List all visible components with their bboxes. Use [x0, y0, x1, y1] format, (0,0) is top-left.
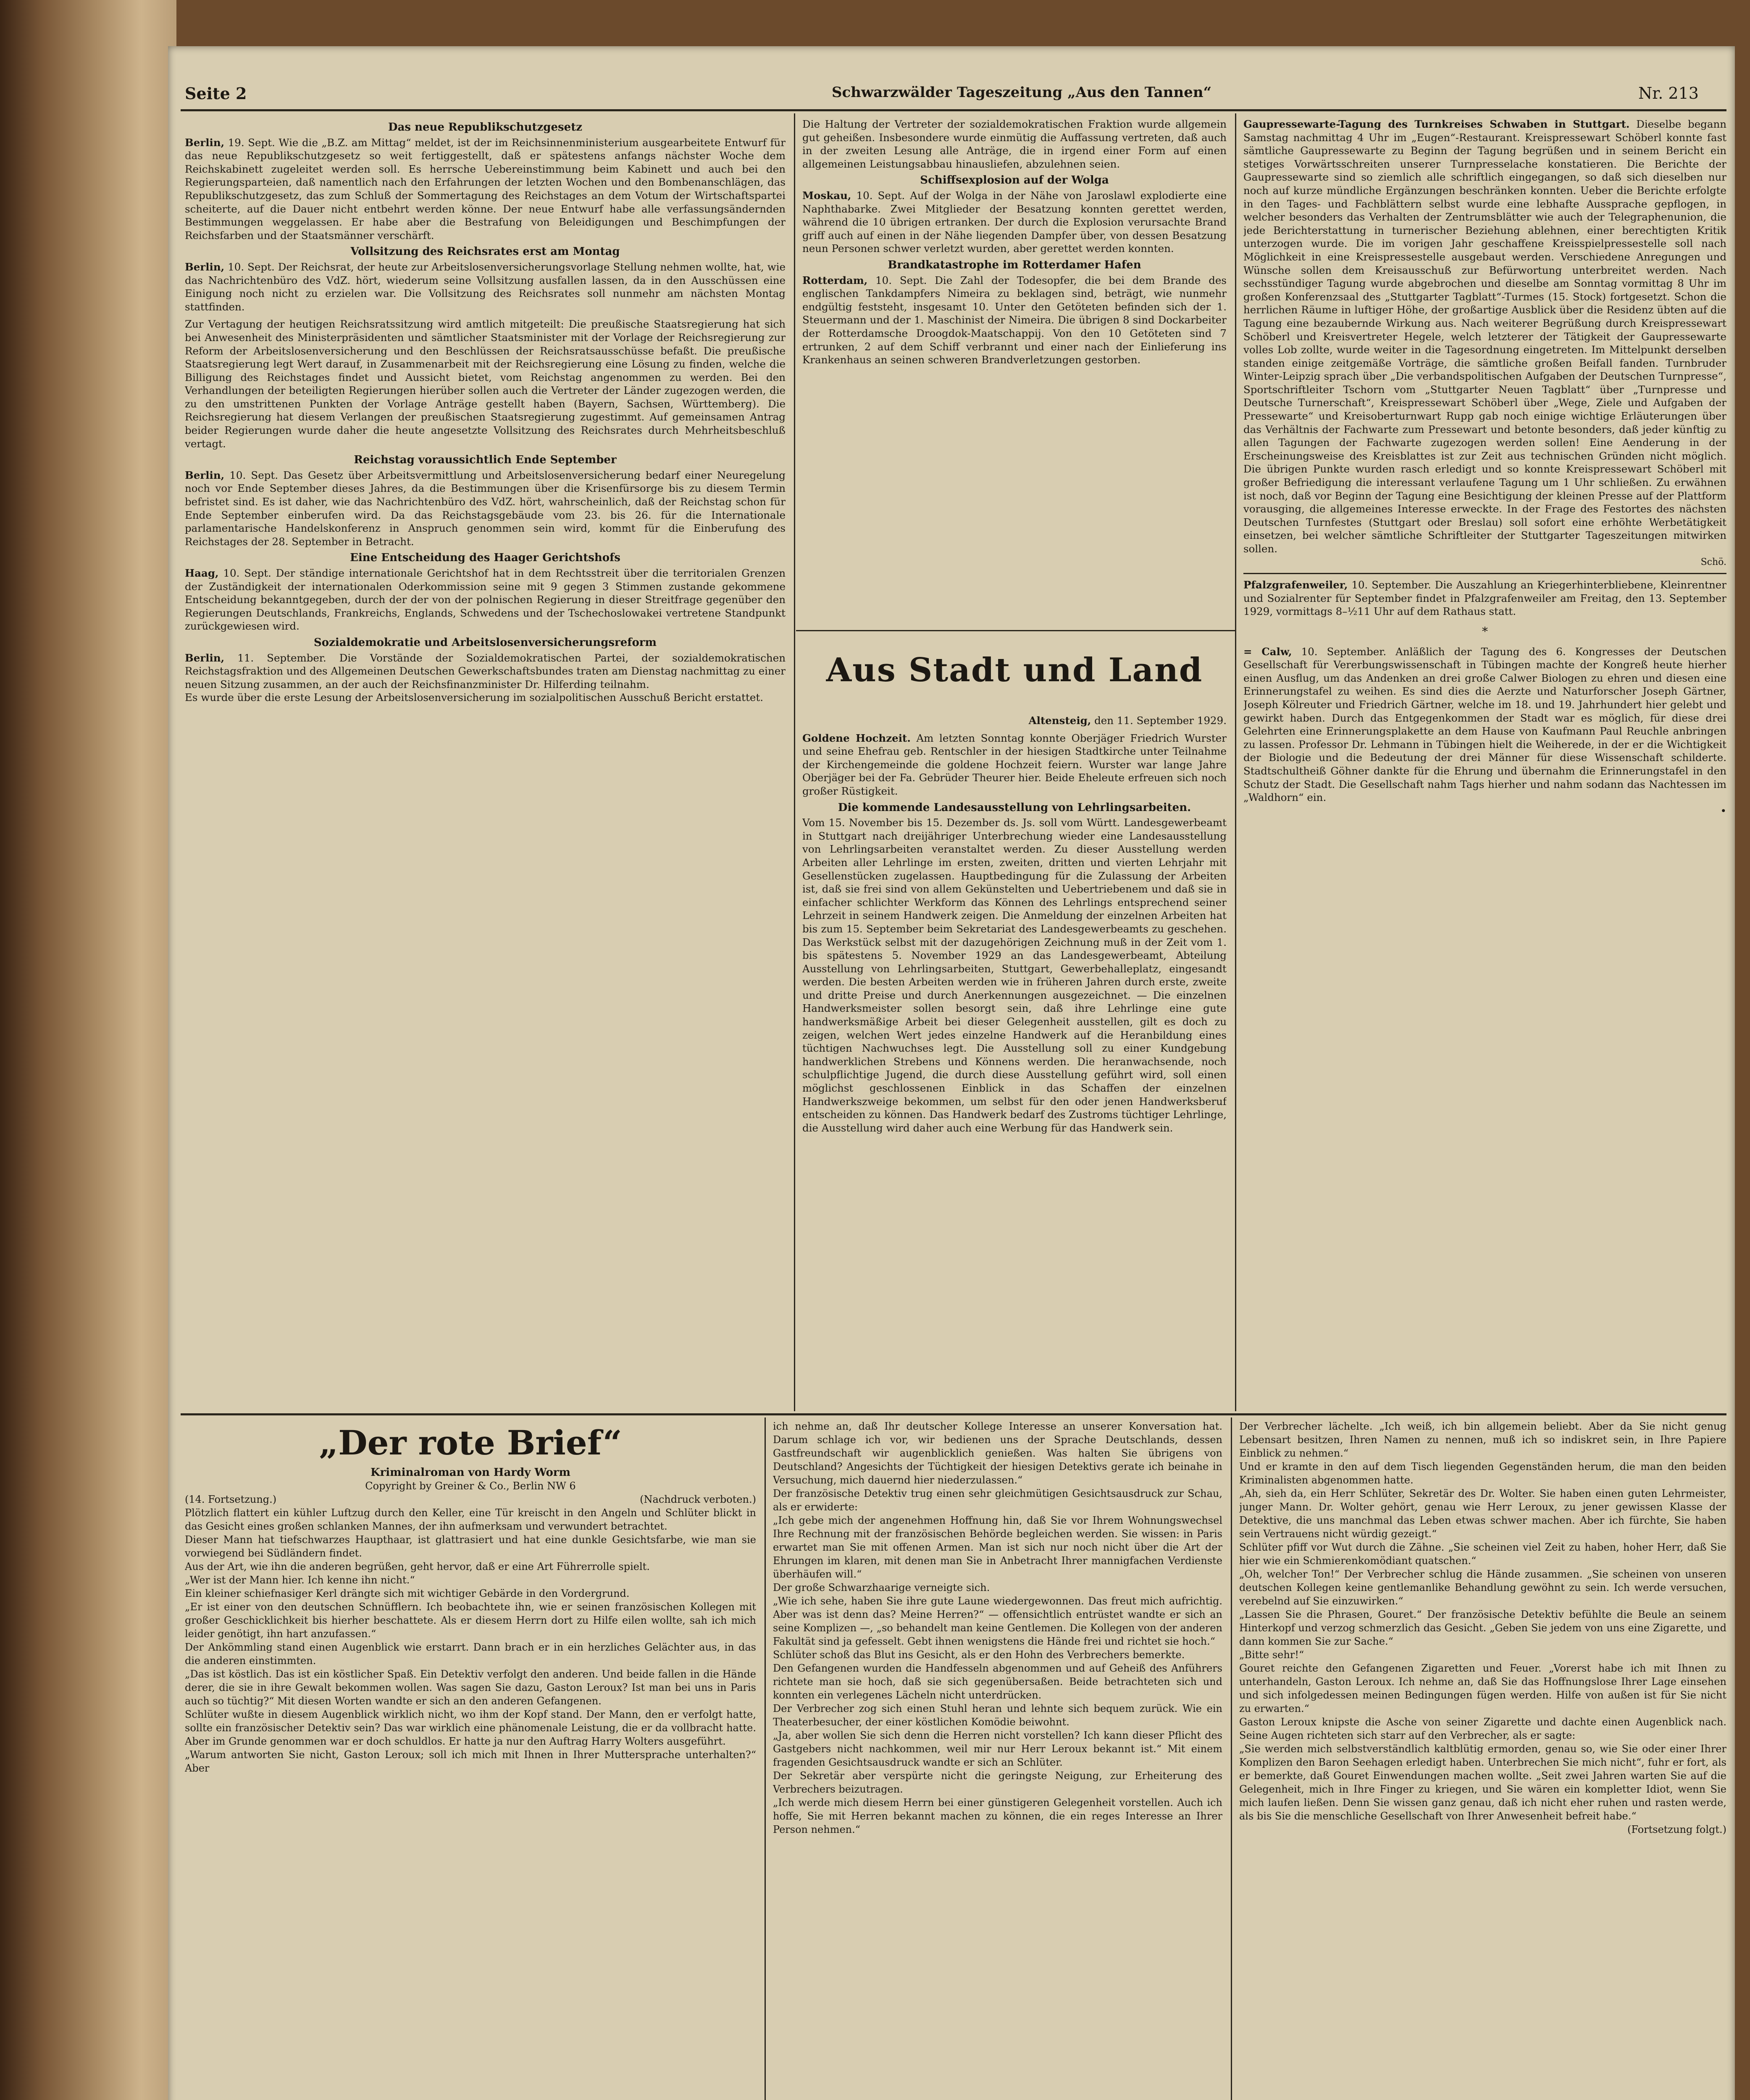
- serial-installment: (14. Fortsetzung.): [185, 1494, 277, 1505]
- headline-sozialdemokratie: Sozialdemokratie und Arbeitslosenversicherungsreform: [314, 636, 657, 649]
- column-3: [1243, 118, 1726, 1407]
- serial-meta-row: [185, 1493, 756, 1506]
- serial-paragraph: „Ja, aber wollen Sie sich denn die Herren nicht vorstellen? Ich kann dieser Pflicht des Gastgebers nicht nachkommen, weil mir nur Herr Leroux bekannt ist.“ Mit einem fragenden Gesichtsausdruck wandte er sich an Schlüter.: [773, 1730, 1222, 1768]
- headline-reichsrat: Vollsitzung des Reichsrates erst am Montag: [350, 245, 620, 258]
- column-1: [185, 118, 786, 1407]
- column-rule-1: [794, 113, 795, 1411]
- headline-reichstag: Reichstag voraussichtlich Ende September: [354, 454, 617, 467]
- page-label: Seite 2: [185, 84, 247, 103]
- separator-asterisk: *: [1482, 624, 1488, 638]
- article-text: Dieselbe begann Samstag nachmittag 4 Uhr im „Eugen“-Restaurant. Kreispressewart Schöberl konnte fast sämtliche Gaupressewarte zu Beginn der Tagung begrüßen und in seinem Bericht ein stetiges Vorwärtsschreiten unserer Turnpresselache konstatieren. Die Berichte der Gaupressewarte sind so ziemlich alle schriftlich eingegangen, so daß sich dieselben nur noch auf kurze mündliche Ergänzungen beschränken konnten. Ueber die Berichte erfolgte in den Tages- und Fachblättern selbst wurde eine lebhafte Aussprache gepflogen, in welcher besonders das Verhalten der Zentrumsblätter wie auch der Telegraphenunion, die jede Berichterstattung in turnerischer Beziehung ablehnen, einer berechtigten Kritik unterzogen wurde. Die im vorigen Jahr geschaffene Kreisspielpressestelle soll nach Möglichkeit in eine Kreispressestelle ausgebaut werden. Verschiedene Anregungen und Wünsche sollen dem Kreisausschuß zur Befürwortung unterbreitet werden. Nach sechsstündiger Tagung wurde abgebrochen und dieselbe am Sonntag vormittag 8 Uhr im großen Konferenzsaal des „Stuttgarter Tagblatt“-Turmes (15. Stock) fortgesetzt. Schon die herrlichen Räume in luftiger Höhe, der großartige Ausblick über die Residenz übten auf die Tagung eine bezaubernde Wirkung aus. Nach weiterer Begrüßung durch Kreispressewart Schöberl und Kreisvertreter Hegele, welch letzterer der Tätigkeit der Gaupressewarte volles Lob zollte, wurde weiter in die Tagesordnung eingetreten. Im Mittelpunkt derselben standen einige zeitgemäße Vorträge, die sämtliche großen Beifall fanden. Turnbruder Winter-Leipzig sprach über „Die verbandspolitischen Aufgaben der Deutschen Turnpresse“, Sportschriftleiter Tschorn vom „Stuttgarter Neuen Tagblatt“ über „Turnpresse und Deutsche Turnerschaft“, Kreispressewart Schöberl über „Wege, Ziele und Aufgaben der Pressewarte“ und Kreisoberturnwart Rupp gab noch einige wichtige Erläuterungen über das Verhältnis der Fachwarte zum Pressewart und betonte besonders, daß jeder künftig zu allen Tagungen der Fachwarte zugezogen werden sollen! Eine Aenderung in der Erscheinungsweise des Kreisblattes ist zur Zeit aus technischen Gründen nicht möglich. Die übrigen Punkte wurden rasch erledigt und so konnte Kreispressewart Schöberl mit großer Befriedigung die interessant verlaufene Tagung um 1 Uhr schließen. Zu erwähnen ist noch, daß vor Beginn der Tagung eine Besichtigung der kleinen Presse auf der Plattform vorausging, die allgemeines Interesse erweckte. In der Frage des Festortes des nächsten Deutschen Turnfestes (Stuttgart oder Breslau) soll sofort eine erhöhte Werbetätigkeit einsetzen, bei welcher sämtliche Schriftleiter der Stuttgarter Tageszeitungen mitwirken sollen.: [1243, 118, 1726, 555]
- issue-number: Nr. 213: [1638, 84, 1699, 102]
- serial-column-rule-1: [765, 1418, 766, 2100]
- dateline-berlin: Berlin,: [185, 469, 225, 481]
- serial-paragraph: „Ich gebe mich der angenehmen Hoffnung hin, daß Sie vor Ihrem Wohnungswechsel Ihre Rechnung mit der französischen Behörde begleichen werden. Sie wissen: in Paris erwartet man Sie mit offenen Armen. Man ist sich nur noch nicht über die Art der Ehrungen im klaren, mit denen man Sie in Anbetracht Ihrer mannigfachen Verdienste überhäufen will.“: [773, 1515, 1222, 1580]
- headline-goldene-hochzeit: Goldene Hochzeit.: [802, 732, 911, 744]
- serial-paragraph: „Warum antworten Sie nicht, Gaston Leroux; soll ich mich mit Ihnen in Ihrer Muttersprache unterhalten?“ Aber: [185, 1749, 756, 1774]
- author-signature: Schö.: [1700, 556, 1726, 567]
- serial-continued-note: (Fortsetzung folgt.): [1627, 1824, 1726, 1835]
- serial-paragraph: Der Verbrecher lächelte. „Ich weiß, ich bin allgemein beliebt. Aber da Sie nicht genug Lebensart besitzen, Ihren Namen zu nennen, muß ich so indiskret sein, in Ihre Papiere Einblick zu nehmen.“: [1239, 1420, 1726, 1459]
- article-text: 10. September. Anläßlich der Tagung des 6. Kongresses der Deutschen Gesellschaft für Vererbungswissenschaft in Tübingen machte der Kongreß heute hierher einen Ausflug, um das Andenken an drei große Calwer Biologen zu ehren und diesen eine Erinnerungstafel zu weihen. Es sind dies die Aerzte und Naturforscher Joseph Gärtner, Joseph Kölreuter und Friedrich Gärtner, welche im 18. und 19. Jahrhundert hier gelebt und gewirkt haben. Durch das Entgegenkommen der Stadt war es möglich, für diese drei Gelehrten eine Erinnerungsplakette an dem Hause von Kaufmann Paul Reuchle anbringen zu lassen. Professor Dr. Lehmann in Tübingen hielt die Weiherede, in der er die Wichtigkeit der Biologie und die Bedeutung der drei Männer für diese Wissenschaft schilderte. Stadtschultheiß Göhner dankte für die Ehrung und übernahm die Erinnerungstafel in den Schutz der Stadt. Die Gesellschaft nahm Tags hierher und nahm sodann das Nachtessen im „Waldhorn“ ein.: [1243, 645, 1726, 804]
- dateline-berlin: Berlin,: [185, 136, 225, 149]
- article-text: 10. Sept. Der ständige internationale Gerichtshof hat in dem Rechtsstreit über die territorialen Grenzen der Zuständigkeit der internationalen Oderkommission seine mit 9 gegen 3 Stimmen zustande gekommene Entscheidung bekanntgegeben, durch der der von der polnischen Regierung in dieser Streitfrage gegenüber den Regierungen Deutschlands, Frankreichs, Englands, Schwedens und der Tschechoslowakei vertretene Standpunkt zurückgewiesen wird.: [185, 567, 786, 633]
- serial-paragraph: „Wer ist der Mann hier. Ich kenne ihn nicht.“: [185, 1574, 415, 1586]
- dateline-haag: Haag,: [185, 567, 219, 579]
- dateline-calw: = Calw,: [1243, 645, 1292, 658]
- serial-paragraph: Schlüter schoß das Blut ins Gesicht, als er den Hohn des Verbrechers bemerkte.: [773, 1649, 1185, 1661]
- section-title: Aus Stadt und Land: [826, 651, 1203, 689]
- serial-paragraph: „Bitte sehr!“: [1239, 1649, 1304, 1661]
- article-text: 19. Sept. Wie die „B.Z. am Mittag“ meldet, ist der im Reichsinnenministerium ausgearbeitete Entwurf für das neue Republikschutzgesetz so weit fertiggestellt, daß er spätestens anfangs nächster Woche dem Reichskabinett zugeleitet werden soll. Es herrsche Uebereinstimmung beim Kabinett und auch bei den Regierungsparteien, daß namentlich nach den Erfahrungen der letzten Wochen und den Bombenanschlägen, das Republikschutzgesetz, das zum Schluß der Sommertagung des Reichstages an dem Votum der Wirtschaftspartei scheiterte, auf die Dauer nicht entbehrt werden könne. Der neue Entwurf habe alle verfassungsändernden Bestimmungen weggelassen. Er habe aber die Bestrafung von Beleidigungen und Beschimpfungen der Reichsfarben und der Staatsmänner verschärft.: [185, 136, 786, 242]
- serial-paragraph: „Ah, sieh da, ein Herr Schlüter, Sekretär des Dr. Wolter. Sie haben einen guten Lehrmeister, junger Mann. Dr. Wolter gehört, genau wie Herr Leroux, zu jener gewissen Klasse der Detektive, die uns manchmal das Leben etwas schwer machen. Aber ich fürchte, Sie haben sein Vertrauens nicht würdig gezeigt.“: [1239, 1488, 1726, 1540]
- serial-column-1: [185, 1420, 756, 2100]
- serial-paragraph: Aus der Art, wie ihn die anderen begrüßen, geht hervor, daß er eine Art Führerrolle spielt.: [185, 1561, 650, 1572]
- dateline-berlin: Berlin,: [185, 651, 225, 664]
- serial-reprint-note: (Nachdruck verboten.): [640, 1494, 756, 1505]
- serial-paragraph: Der Sekretär aber verspürte nicht die geringste Neigung, zur Erheiterung des Verbrechers beizutragen.: [773, 1770, 1222, 1795]
- serial-paragraph: Der Verbrecher zog sich einen Stuhl heran und lehnte sich bequem zurück. Wie ein Theaterbesucher, der einer köstlichen Komödie beiwohnt.: [773, 1703, 1222, 1728]
- headline-haager-gerichtshof: Eine Entscheidung des Haager Gerichtshofs: [350, 551, 620, 564]
- article-text: Es wurde über die erste Lesung der Arbeitslosenversicherung im sozialpolitischen Ausschuß Bericht erstattet.: [185, 691, 763, 704]
- article-rule: [1243, 573, 1726, 574]
- serial-paragraph: ich nehme an, daß Ihr deutscher Kollege Interesse an unserer Konversation hat. Darum schlage ich vor, wir bedienen uns der Sprache Deutschlands, dessen Gastfreundschaft wir augenblicklich genießen. Was halten Sie übrigens von Deutschland? Angesichts der Tüchtigkeit der hiesigen Detektivs gerate ich beinahe in Versuchung, mich dauernd hier niederzulassen.“: [773, 1420, 1222, 1486]
- column-2-local: [802, 714, 1227, 1407]
- serial-copyright: Copyright by Greiner & Co., Berlin NW 6: [365, 1480, 576, 1492]
- serial-paragraph: „Oh, welcher Ton!“ Der Verbrecher schlug die Hände zusammen. „Sie scheinen von unseren deutschen Kollegen keine gentlemanlike Behandlung gewöhnt zu sein. Ich werde versuchen, verebelnd auf Sie einzuwirken.“: [1239, 1568, 1726, 1607]
- serial-column-3: [1239, 1420, 1726, 2100]
- dateline-altensteig: Altensteig,: [1028, 714, 1091, 727]
- dateline-rotterdam: Rotterdam,: [802, 274, 868, 286]
- book-spine: [0, 0, 176, 2100]
- article-text: 10. September. Die Auszahlung an Kriegerhinterbliebene, Kleinrentner und Sozialrenter für September findet in Pfalzgrafenweiler am Freitag, den 13. September 1929, vormittags 8–½11 Uhr auf dem Rathaus statt.: [1243, 579, 1726, 618]
- serial-rule: [181, 1413, 1726, 1415]
- article-text: Die Haltung der Vertreter der sozialdemokratischen Fraktion wurde allgemein gut geheißen. Insbesondere wurde einmütig die Auffassung vertreten, daß auch in der zweiten Lesung alle Anträge, die in irgend einer Form auf einen allgemeinen Leistungsabbau hinausliefen, abzulehnen seien.: [802, 118, 1227, 170]
- serial-paragraph: „Ich werde mich diesem Herrn bei einer günstigeren Gelegenheit vorstellen. Auch ich hoffe, Sie mit Herren bekannt machen zu können, die ein reges Interesse an Ihrer Person nehmen.“: [773, 1797, 1222, 1835]
- serial-paragraph: Den Gefangenen wurden die Handfesseln abgenommen und auf Geheiß des Anführers richtete man sie hoch, daß sie sich gegenübersaßen. Beide betrachteten sich und konnten ein verlegenes Lächeln nicht unterdrücken.: [773, 1662, 1222, 1701]
- section-rule: [796, 630, 1235, 631]
- article-text: Zur Vertagung der heutigen Reichsratssitzung wird amtlich mitgeteilt: Die preußische Staatsregierung hat sich bei Anwesenheit des Ministerpräsidenten und sämtlicher Staatsminister mit der Vorlage der Reichsregierung zur Reform der Arbeitslosenversicherung und den Beschlüssen der Reichsratsausschüsse befaßt. Die preußische Staatsregierung legt Wert darauf, in Zusammenarbeit mit der Reichsregierung eine Lösung zu finden, welche die Billigung des Reichstages findet und Aussicht bietet, vom Reichstag angenommen zu werden. Bei den Verhandlungen der beteiligten Regierungen hierüber sollen auch die Vertreter der Länder zugezogen werden, die zu den umstrittenen Punkten der Vorlage Anträge gestellt haben (Bayern, Sachsen, Württemberg). Die Reichsregierung hat diesem Verlangen der preußischen Staatsregierung zugestimmt. Auf gemeinsamen Antrag beider Regierungen wurde daher die heute angesetzte Vollsitzung des Reichsrates durch Mehrheitsbeschluß vertagt.: [185, 318, 786, 450]
- serial-column-rule-2: [1231, 1418, 1232, 2100]
- serial-title: „Der rote Brief“: [319, 1423, 622, 1462]
- article-text: 11. September. Die Vorstände der Sozialdemokratischen Partei, der sozialdemokratischen Reichstagsfraktion und des Allgemeinen Deutschen Gewerkschaftsbundes traten am Dienstag nachmittag zu einer neuen Sitzung zusammen, an der auch der Reichsfinanzminister Dr. Hilferding teilnahm.: [185, 651, 786, 690]
- serial-paragraph: Gaston Leroux knipste die Asche von seiner Zigarette und dachte einen Augenblick nach. Seine Augen richteten sich starr auf den Verbrecher, als er sagte:: [1239, 1716, 1726, 1741]
- article-text: 10. Sept. Auf der Wolga in der Nähe von Jaroslawl explodierte eine Naphthabarke. Zwei Mitglieder der Besatzung konnten gerettet werden, während die 10 übrigen ertranken. Der durch die Explosion verursachte Brand griff auch auf einen in der Nähe liegenden Dampfer über, von dessen Besatzung neun Personen schwer verletzt wurden, aber gerettet werden konnten.: [802, 189, 1227, 255]
- dateline-pfalzgrafenweiler: Pfalzgrafenweiler,: [1243, 579, 1348, 591]
- article-text: Am letzten Sonntag konnte Oberjäger Friedrich Wurster und seine Ehefrau geb. Rentschler in der hiesigen Stadtkirche unter Teilnahme der Kirchengemeinde die goldene Hochzeit feiern. Wurster war lange Jahre Oberjäger bei der Fa. Gebrüder Theurer hier. Beide Eheleute erfreuen sich noch großer Rüstigkeit.: [802, 732, 1227, 797]
- serial-paragraph: Der große Schwarzhaarige verneigte sich.: [773, 1582, 990, 1593]
- serial-paragraph: Schlüter wußte in diesem Augenblick wirklich nicht, wo ihm der Kopf stand. Der Mann, den er verfolgt hatte, sollte ein französischer Detektiv sein? Das war wirklich eine phänomenale Leistung, die er da vollbracht hatte. Aber im Grunde genommen war er doch schuldlos. Er hatte ja nur den Auftrag Harry Wolters ausgeführt.: [185, 1709, 756, 1747]
- dateline-date: den 11. September 1929.: [1094, 714, 1227, 727]
- newspaper-page: [168, 46, 1735, 2100]
- serial-paragraph: Ein kleiner schiefnasiger Kerl drängte sich mit wichtiger Gebärde in den Vordergrund.: [185, 1588, 630, 1599]
- article-text: 10. Sept. Das Gesetz über Arbeitsvermittlung und Arbeitslosenversicherung bedarf einer Neuregelung noch vor Ende September dieses Jahres, da die Bestimmungen über die Krisenfürsorge bis zu diesem Termin befristet sind. Es ist daher, wie das Nachrichtenbüro des VdZ. hört, wahrscheinlich, daß der Reichstag schon für Ende September einberufen wird. Da das Reichstagsgebäude vom 23. bis 26. für die Internationale parlamentarische Handelskonferenz in Anspruch genommen sein wird, kommt für die Einberufung des Reichstages der 28. September in Betracht.: [185, 469, 786, 548]
- serial-paragraph: Schlüter pfiff vor Wut durch die Zähne. „Sie scheinen viel Zeit zu haben, hoher Herr, daß Sie hier wie ein Schmierenkomödiant quatschen.“: [1239, 1541, 1726, 1567]
- serial-paragraph: Und er kramte in den auf dem Tisch liegenden Gegenständen herum, die man den beiden Kriminalisten abgenommen hatte.: [1239, 1461, 1726, 1486]
- article-text: Vom 15. November bis 15. Dezember ds. Js. soll vom Württ. Landesgewerbeamt in Stuttgart nach dreijähriger Unterbrechung wieder eine Landesausstellung von Lehrlingsarbeiten veranstaltet werden. Zu dieser Ausstellung werden Arbeiten aller Lehrlinge im ersten, zweiten, dritten und vierten Lehrjahr mit Gesellenstücken zugelassen. Hauptbedingung für die Zulassung der Arbeiten ist, daß sie frei sind von allem Gekünstelten und Uebertriebenem und daß sie in einfacher schlichter Werkform das Können des Lehrlings entsprechend seiner Lehrzeit in seinem Handwerk zeigen. Die Anmeldung der einzelnen Arbeiten hat bis zum 15. September beim Sekretariat des Landesgewerbeamts zu geschehen. Das Werkstück selbst mit der dazugehörigen Zeichnung muß in der Zeit vom 1. bis spätestens 5. November 1929 an das Landesgewerbeamt, Abteilung Ausstellung von Lehrlingsarbeiten, Stuttgart, Gewerbehalleplatz, eingesandt werden. Die besten Arbeiten werden wie in früheren Jahren durch erste, zweite und dritte Preise und durch Anerkennungen ausgezeichnet. — Die einzelnen Handwerksmeister sollen besorgt sein, daß ihre Lehrlinge eine gute handwerksmäßige Arbeit bei dieser Gelegenheit ausstellen, gilt es doch zu zeigen, welchen Wert jedes einzelne Handwerk auf die Heranbildung eines tüchtigen Nachwuchses legt. Die Ausstellung soll zu einer Kundgebung handwerklichen Strebens und Könnens werden. Die heranwachsende, noch schulpflichtige Jugend, die durch diese Ausstellung geführt wird, soll einen möglichst geschlossenen Einblick in das Schaffen der einzelnen Handwerkszweige bekommen, um selbst für den oder jenen Handwerksberuf entscheiden zu können. Das Handwerk bedarf des Zustroms tüchtiger Lehrlinge, die Ausstellung wird daher auch eine Werbung für das Handwerk sein.: [802, 816, 1227, 1134]
- serial-paragraph: „Er ist einer von den deutschen Schnüfflern. Ich beobachtete ihn, wie er seinen französischen Kollegen mit großer Geschicklichkeit bis hierher beschattete. Als er diesem Herrn dort zu Hilfe eilen wollte, sah ich mich leider genötigt, ihn hart anzufassen.“: [185, 1601, 756, 1640]
- serial-paragraph: Der Ankömmling stand einen Augenblick wie erstarrt. Dann brach er in ein herzliches Gelächter aus, in das die anderen einstimmten.: [185, 1641, 756, 1667]
- headline-landesausstellung: Die kommende Landesausstellung von Lehrlingsarbeiten.: [838, 801, 1191, 814]
- serial-column-2: [773, 1420, 1222, 2100]
- serial-paragraph: „Lassen Sie die Phrasen, Gouret.“ Der französische Detektiv befühlte die Beule an seinem Hinterkopf und verzog schmerzlich das Gesicht. „Geben Sie jedem von uns eine Zigarette, und dann kommen Sie zur Sache.“: [1239, 1609, 1726, 1647]
- column-rule-2: [1235, 113, 1236, 1411]
- serial-paragraph: Plötzlich flattert ein kühler Luftzug durch den Keller, eine Tür kreischt in den Angeln und Schlüter blickt in das Gesicht eines großen schlanken Mannes, der ihn aufmerksam und verwundert betrachtet.: [185, 1507, 756, 1532]
- serial-paragraph: „Wie ich sehe, haben Sie ihre gute Laune wiedergewonnen. Das freut mich aufrichtig. Aber was ist denn das? Meine Herren?“ — offensichtlich entrüstet wandte er sich an seine Komplizen —, „so behandelt man keine Gentlemen. Die Kollegen von der anderen Fakultät sind ja gefesselt. Gebt ihnen wenigstens die Hände frei und richtet sie hoch.“: [773, 1595, 1222, 1647]
- end-mark: •: [1720, 804, 1726, 817]
- serial-paragraph: Der französische Detektiv trug einen sehr gleichmütigen Gesichtsausdruck zur Schau, als er erwiderte:: [773, 1488, 1222, 1513]
- headline-wolga: Schiffsexplosion auf der Wolga: [920, 174, 1109, 187]
- serial-paragraph: „Das ist köstlich. Das ist ein köstlicher Spaß. Ein Detektiv verfolgt den anderen. Und beide fallen in die Hände derer, die sie in ihre Gewalt bekommen wollen. Was sagen Sie dazu, Gaston Leroux? Ist man bei uns in Paris auch so tüchtig?“ Mit diesen Worten wandte er sich an den anderen Gefangenen.: [185, 1668, 756, 1707]
- headline-rotterdam: Brandkatastrophe im Rotterdamer Hafen: [888, 258, 1141, 271]
- dateline-berlin: Berlin,: [185, 260, 225, 273]
- newspaper-name: Schwarzwälder Tageszeitung „Aus den Tannen“: [832, 84, 1212, 101]
- header-rule: [181, 109, 1726, 111]
- serial-subtitle: Kriminalroman von Hardy Worm: [370, 1466, 571, 1479]
- headline-republikschutz: Das neue Republikschutzgesetz: [388, 121, 582, 134]
- article-text: 10. Sept. Der Reichsrat, der heute zur Arbeitslosenversicherungsvorlage Stellung nehmen wollte, hat, wie das Nachrichtenbüro des VdZ. hört, wiederum seine Vollsitzung ausfallen lassen, da in den Ausschüssen eine Einigung noch nicht zu erzielen war. Die Vollsitzung des Reichsrates soll nunmehr am nächsten Montag stattfinden.: [185, 260, 786, 313]
- dateline-moskau: Moskau,: [802, 189, 851, 202]
- serial-paragraph: Dieser Mann hat tiefschwarzes Haupthaar, ist glattrasiert und hat eine dunkle Gesichtsfarbe, wie man sie vorwiegend bei Südländern findet.: [185, 1534, 756, 1559]
- headline-gaupressewarte: Gaupressewarte-Tagung des Turnkreises Schwaben in Stuttgart.: [1243, 118, 1630, 130]
- serial-paragraph: Gouret reichte den Gefangenen Zigaretten und Feuer. „Vorerst habe ich mit Ihnen zu unterhandeln, Gaston Leroux. Ich nehme an, daß Sie das Hoffnungslose Ihrer Lage einsehen und sich infolgedessen meinen Bedingungen fügen werden. Hilfe von außen ist für Sie nicht zu erwarten.“: [1239, 1662, 1726, 1714]
- article-text: 10. Sept. Die Zahl der Todesopfer, die bei dem Brande des englischen Tankdampfers Nimeira zu beklagen sind, beträgt, wie nunmehr endgültig feststeht, insgesamt 10. Unter den Getöteten befinden sich der 1. Steuermann und der 1. Maschinist der Nimeira. Die übrigen 8 sind Dockarbeiter der Rotterdamsche Droogdok-Maatschappij. Von den 10 Getöteten sind 7 ertrunken, 2 auf dem Schiff verbrannt und einer nach der Einlieferung ins Krankenhaus an seinen schweren Brandverletzungen gestorben.: [802, 274, 1227, 366]
- serial-paragraph: „Sie werden mich selbstverständlich kaltblütig ermorden, genau so, wie Sie oder einer Ihrer Komplizen den Baron Seehagen erledigt haben. Unterbrechen Sie mich nicht“, fuhr er fort, als er bemerkte, daß Gouret Einwendungen machen wollte. „Seit zwei Jahren warten Sie auf die Gelegenheit, mich in Ihre Finger zu kriegen, und Sie wären ein kompletter Idiot, wenn Sie mich laufen ließen. Denn Sie wissen ganz genau, daß ich nicht eher ruhen und rasten werde, als bis Sie die menschliche Gesellschaft von Ihrer Anwesenheit befreit habe.“: [1239, 1743, 1726, 1822]
- column-2-top: [802, 118, 1227, 628]
